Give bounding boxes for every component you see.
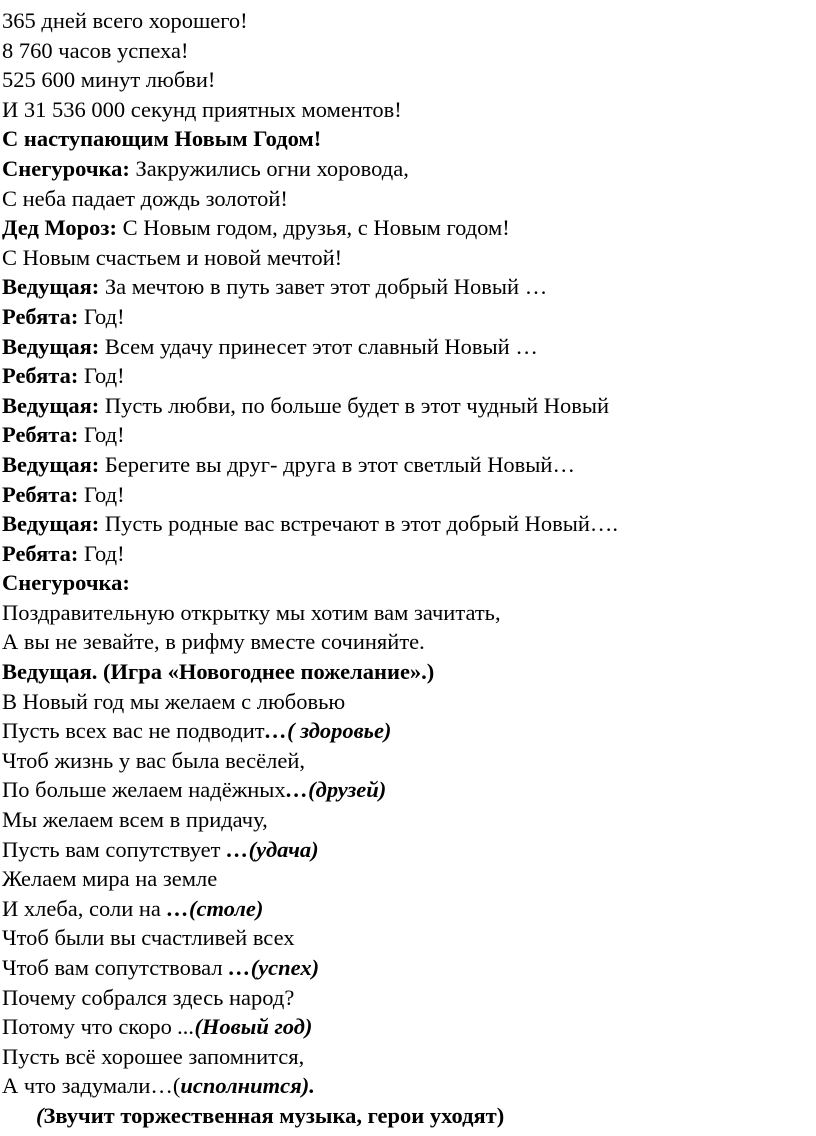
line-7: С неба падает дождь золотой! <box>2 185 288 211</box>
speech-text: Закружились огни хоровода, <box>129 155 409 181</box>
verse-answer: …(удача) <box>226 836 319 862</box>
line-26: Чтоб жизнь у вас была весёлей, <box>2 747 305 773</box>
verse-dots: ... <box>177 1014 195 1040</box>
speaker-label: Ребята: <box>2 540 79 566</box>
speaker-label: Ведущая: <box>2 333 100 359</box>
line-29 <box>2 835 816 865</box>
stage-direction <box>2 1101 816 1131</box>
speech-text: Пусть родные вас встречают в этот добрый Новый…. <box>99 511 619 537</box>
line-35 <box>2 1012 816 1042</box>
stage-direction-text: Звучит торжественная музыка, герои уходят) <box>43 1102 505 1128</box>
line-2: 8 760 часов успеха! <box>2 37 189 63</box>
verse-answer: …(успех) <box>228 955 320 980</box>
line-28: Мы желаем всем в придачу, <box>2 807 268 833</box>
speaker-label: Ребята: <box>2 422 79 448</box>
line-16 <box>2 450 816 480</box>
speech-text: С Новым годом, друзья, с Новым годом! <box>116 215 510 241</box>
speaker-heading: Снегурочка: <box>2 570 130 596</box>
line-6 <box>2 154 816 184</box>
stage-direction-paren: ( <box>36 1102 44 1128</box>
speaker-label: Снегурочка: <box>2 155 130 181</box>
line-32: Чтоб были вы счастливей всех <box>2 925 295 951</box>
verse-answer: (Новый год) <box>194 1014 313 1040</box>
line-36: Пусть всё хорошее запомнится, <box>2 1043 305 1069</box>
line-31 <box>2 894 816 924</box>
line-8 <box>2 213 816 243</box>
verse-text: Потому что скоро <box>2 1014 178 1040</box>
speaker-label: Ребята: <box>2 363 79 389</box>
speech-text: Год! <box>78 363 125 389</box>
line-11 <box>2 302 816 332</box>
line-1: 365 дней всего хорошего! <box>2 8 248 33</box>
speaker-label: Ведущая: <box>2 274 100 300</box>
line-9: С Новым счастьем и новой мечтой! <box>2 244 343 270</box>
game-heading: Ведущая. (Игра «Новогоднее пожелание».) <box>2 659 435 685</box>
line-4: И 31 536 000 секунд приятных моментов! <box>2 96 402 122</box>
verse-text: Пусть всех вас не подводит <box>2 718 265 744</box>
speech-text: Всем удачу принесет этот славный Новый … <box>99 333 538 359</box>
speech-text: За мечтою в путь завет этот добрый Новый … <box>99 274 548 300</box>
speaker-label: Дед Мороз: <box>2 215 117 241</box>
line-3: 525 600 минут любви! <box>2 67 216 93</box>
line-14 <box>2 391 816 421</box>
line-33 <box>2 953 816 983</box>
speaker-label: Ведущая: <box>2 451 100 477</box>
line-37 <box>2 1071 816 1101</box>
line-30: Желаем мира на земле <box>2 866 218 892</box>
line-24: В Новый год мы желаем с любовью <box>2 688 346 714</box>
speech-text: Год! <box>78 303 125 329</box>
speaker-label: Ведущая: <box>2 392 100 418</box>
speech-text: Пусть любви, по больше будет в этот чудный Новый <box>99 392 610 418</box>
speech-text: Год! <box>78 422 125 448</box>
line-22: А вы не зевайте, в рифму вместе сочиняйте. <box>2 629 425 655</box>
speech-text: Год! <box>78 481 125 507</box>
line-12 <box>2 332 816 362</box>
speech-text: Берегите вы друг- друга в этот светлый Новый… <box>99 451 575 477</box>
line-15 <box>2 420 816 450</box>
verse-text: По больше желаем надёжных <box>2 777 286 803</box>
line-34: Почему собрался здесь народ? <box>2 984 295 1010</box>
speaker-label: Ребята: <box>2 481 79 507</box>
speaker-label: Ведущая: <box>2 511 100 537</box>
line-18 <box>2 509 816 539</box>
line-19 <box>2 539 816 569</box>
verse-text: Пусть вам сопутствует <box>2 836 227 862</box>
verse-answer: …(столе) <box>166 895 264 921</box>
line-27 <box>2 775 816 805</box>
speech-text: Год! <box>78 540 125 566</box>
line-10 <box>2 272 816 302</box>
verse-answer: …( здоровье) <box>264 718 392 744</box>
line-13 <box>2 361 816 391</box>
verse-text: И хлеба, соли на <box>2 895 167 921</box>
verse-text: А что задумали…( <box>2 1073 181 1099</box>
verse-answer: исполнится). <box>180 1073 315 1099</box>
greeting-heading: С наступающим Новым Годом! <box>2 126 322 152</box>
line-17 <box>2 480 816 510</box>
line-25 <box>2 716 816 746</box>
speaker-label: Ребята: <box>2 303 79 329</box>
line-21: Поздравительную открытку мы хотим вам зачитать, <box>2 599 501 625</box>
verse-answer: …(друзей) <box>285 777 387 803</box>
verse-text: Чтоб вам сопутствовал <box>2 955 229 980</box>
